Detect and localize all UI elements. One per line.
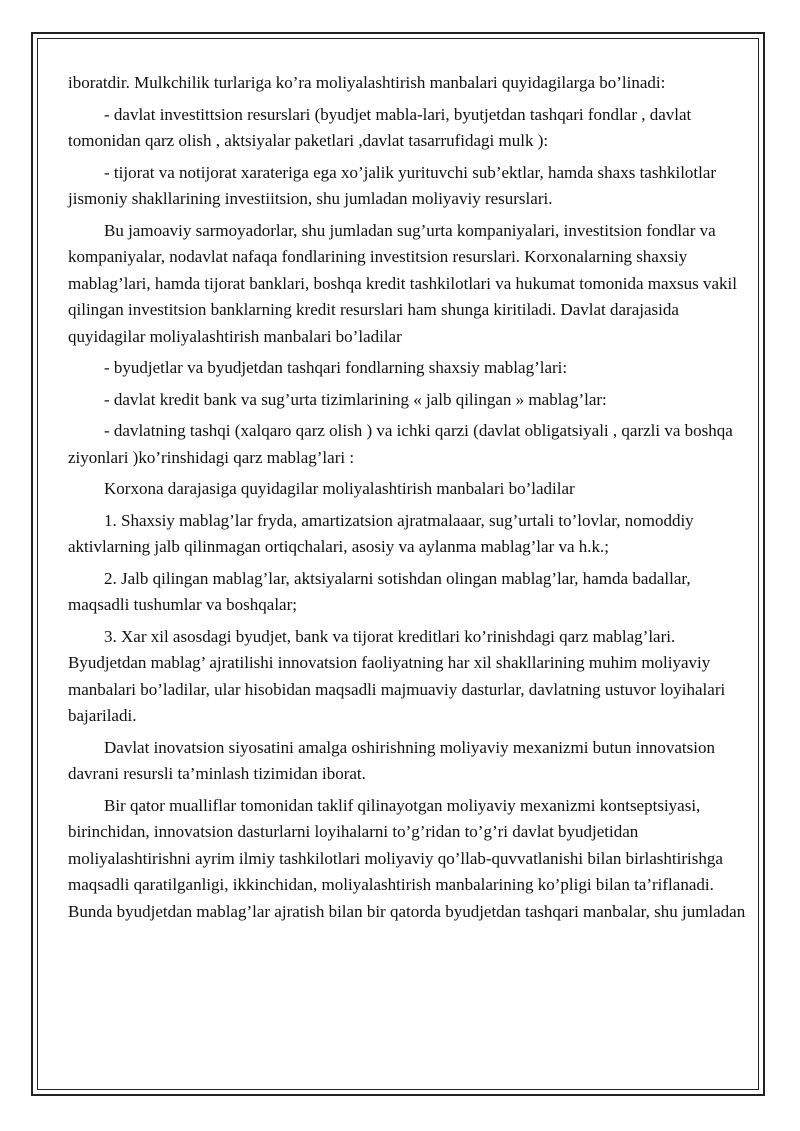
paragraph: - davlatning tashqi (xalqaro qarz olish ) va ichki qarzi (davlat obligatsiyali , qarzli va boshqa ziyonlari )ko’rinshidagi qarz mablag’lari : [68, 421, 733, 467]
paragraph: - davlat investittsion resurslari (byudjet mabla-lari, byutjetdan tashqari fondlar , davlat tomonidan qarz olish , aktsiyalar paketlari ,davlat tasarrufidagi mulk ): [68, 104, 692, 150]
document-body [68, 70, 752, 930]
paragraph: 1. Shaxsiy mablag’lar fryda, amartizatsion ajratmalaaar, sug’urtali to’lovlar, nomoddiy aktivlarning jalb qilinmagan ortiqchalari, asosiy va aylanma mablag’lar va h.k.; [68, 510, 694, 556]
paragraph: iboratdir. Mulkchilik turlariga ko’ra moliyalashtirish manbalari quyidagilarga bo’linadi: [68, 73, 666, 92]
paragraph: - tijorat va notijorat xarateriga ega xo’jalik yurituvchi sub’ektlar, hamda shaxs tashkilotlar jismoniy shakllarining investiitsion, shu jumladan moliyaviy resurslari. [68, 162, 717, 208]
paragraph: Bu jamoaviy sarmoyadorlar, shu jumladan sug’urta kompaniyalari, investitsion fondlar va kompaniyalar, nodavlat nafaqa fondlarining investitsion resurslari. Korxonalarning shaxsiy mablag’lari, hamda tijorat banklari, boshqa kredit tashkilotlari va hukumat tomonida maxsus vakil qilingan investitsion banklarning kredit resurslari ham shunga kiritiladi. Davlat darajasida quyidagilar moliyalashtirish manbalari bo’ladilar [68, 220, 737, 346]
paragraph: - davlat kredit bank va sug’urta tizimlarining « jalb qilingan » mablag’lar: [104, 389, 607, 409]
paragraph: Davlat inovatsion siyosatini amalga oshirishning moliyaviy mexanizmi butun innovatsion davrani resursli ta’minlash tizimidan iborat. [68, 737, 715, 783]
paragraph: 2. Jalb qilingan mablag’lar, aktsiyalarni sotishdan olingan mablag’lar, hamda badallar, maqsadli tushumlar va boshqalar; [68, 568, 691, 614]
paragraph: Bir qator mualliflar tomonidan taklif qilinayotgan moliyaviy mexanizmi kontseptsiyasi, birinchidan, innovatsion dasturlarni loyihalarni to’g’ridan to’g’ri davlat byudjetidan moliyalashtirishni ayrim ilmiy tashkilotlari moliyaviy qo’llab-quvvatlanishi bilan birlashtirishga maqsadli qaratilganligi, ikkinchidan, moliyalashtirish manbalarining ko’pligi bilan ta’riflanadi. Bunda byudjetdan mablag’lar ajratish bilan bir qatorda byudjetdan tashqari manbalar, shu jumladan [68, 795, 746, 921]
paragraph: 3. Xar xil asosdagi byudjet, bank va tijorat kreditlari ko’rinishdagi qarz mablag’lari. Byudjetdan mablag’ ajratilishi innovatsion faoliyatning har xil shakllarining muhim moliyaviy manbalari bo’ladilar, ular hisobidan maqsadli majmuaviy dasturlar, davlatning ustuvor loyihalari bajariladi. [68, 626, 726, 725]
paragraph: Korxona darajasiga quyidagilar moliyalashtirish manbalari bo’ladilar [104, 479, 575, 498]
paragraph: - byudjetlar va byudjetdan tashqari fondlarning shaxsiy mablag’lari: [104, 358, 568, 377]
